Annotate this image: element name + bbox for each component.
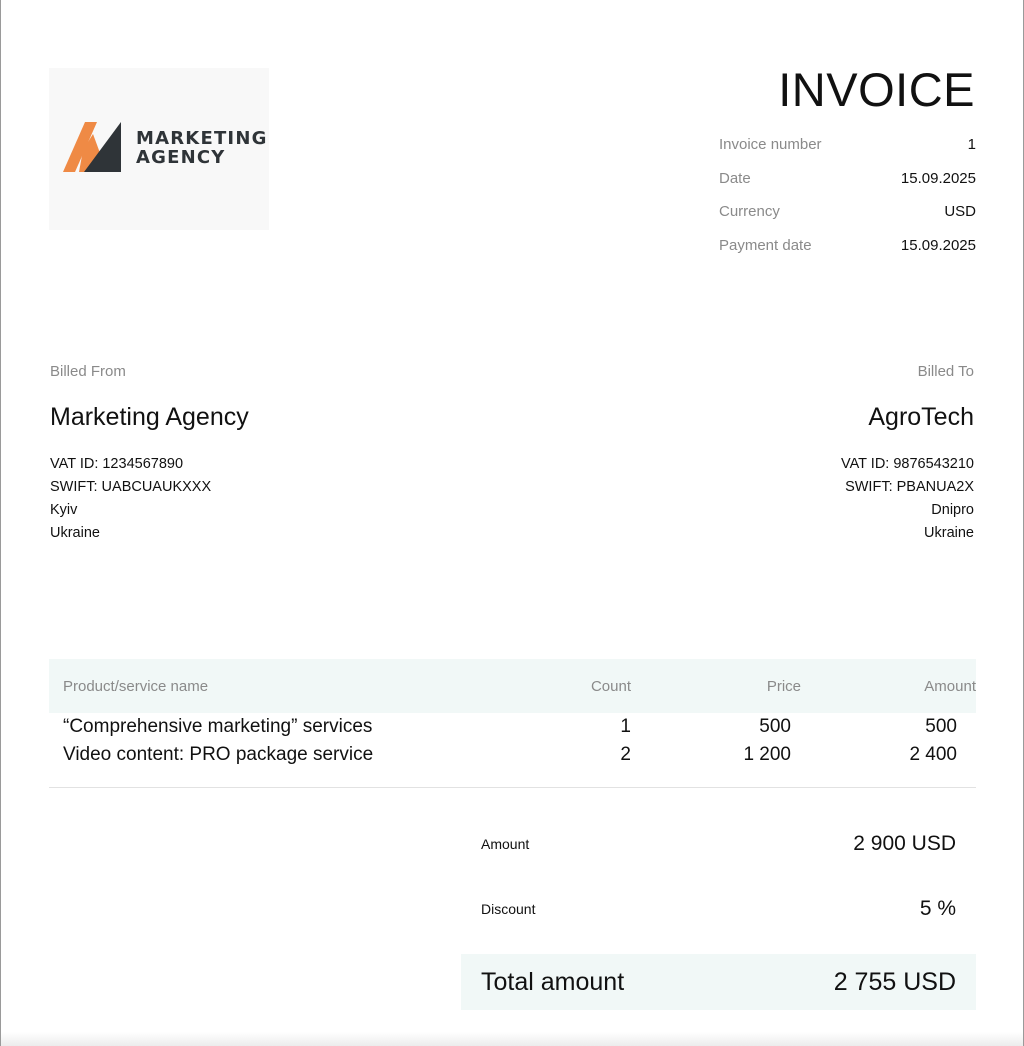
- logo-wordmark: [136, 129, 268, 167]
- billed-from-section: [50, 362, 350, 545]
- billed-from-label: Billed From: [50, 363, 126, 380]
- meta-label: Invoice number: [719, 136, 822, 154]
- items-table: [49, 659, 976, 769]
- meta-value: 1: [967, 136, 976, 154]
- meta-label: Date: [719, 169, 751, 187]
- billed-to-label: Billed To: [917, 363, 974, 380]
- billed-to-country: Ukraine: [924, 525, 974, 541]
- meta-value: 15.09.2025: [900, 237, 976, 255]
- logo-line-2: AGENCY: [136, 147, 226, 168]
- invoice-meta: [719, 128, 976, 262]
- amount-row: [461, 820, 976, 868]
- total-amount-row: [461, 954, 976, 1010]
- meta-value: USD: [944, 203, 976, 221]
- item-amount: 500: [925, 716, 957, 737]
- page-bottom-shadow: [1, 1032, 1023, 1046]
- billed-from-name: Marketing Agency: [50, 403, 249, 431]
- header-amount: Amount: [924, 677, 976, 695]
- total-amount-label: Total amount: [481, 967, 625, 996]
- billed-to-section: [674, 362, 974, 545]
- billed-from-swift: SWIFT: UABCUAUKXXX: [50, 479, 212, 495]
- amount-value: 2 900 USD: [853, 832, 956, 855]
- meta-row-payment-date: [719, 229, 976, 263]
- meta-label: Currency: [719, 203, 780, 221]
- header-name: Product/service name: [63, 677, 209, 695]
- item-name: “Comprehensive marketing” services: [63, 716, 373, 737]
- item-amount: 2 400: [909, 744, 957, 765]
- billed-from-details: [50, 453, 350, 545]
- meta-label: Payment date: [719, 237, 812, 255]
- table-row: [49, 713, 976, 741]
- billed-from-vat: VAT ID: 1234567890: [50, 456, 184, 472]
- meta-value: 15.09.2025: [900, 169, 976, 187]
- items-divider: [49, 787, 976, 788]
- logo-mark-icon: [63, 122, 123, 174]
- billed-to-vat: VAT ID: 9876543210: [840, 456, 974, 472]
- billed-to-swift: SWIFT: PBANUA2X: [845, 479, 974, 495]
- billed-to-details: [674, 453, 974, 545]
- item-price: 500: [759, 716, 791, 737]
- invoice-title: INVOICE: [778, 63, 975, 116]
- logo-line-1: MARKETING: [136, 128, 268, 149]
- totals-section: [461, 820, 976, 1010]
- discount-value: 5 %: [919, 897, 956, 920]
- header-price: Price: [766, 677, 801, 695]
- meta-row-date: [719, 162, 976, 196]
- company-logo: [49, 68, 269, 230]
- total-amount-value: 2 755 USD: [833, 967, 956, 996]
- discount-row: [461, 885, 976, 933]
- meta-row-currency: [719, 195, 976, 229]
- items-table-body: [49, 713, 976, 769]
- discount-label: Discount: [481, 901, 536, 917]
- item-name: Video content: PRO package service: [63, 744, 374, 765]
- billed-to-city: Dnipro: [931, 502, 974, 518]
- billed-from-country: Ukraine: [50, 525, 100, 541]
- header-count: Count: [590, 677, 631, 695]
- item-price: 1 200: [743, 744, 791, 765]
- table-row: [49, 741, 976, 769]
- billed-to-name: AgroTech: [868, 403, 974, 431]
- item-count: 1: [620, 716, 631, 737]
- meta-row-invoice-number: [719, 128, 976, 162]
- billed-from-city: Kyiv: [50, 502, 78, 518]
- item-count: 2: [620, 744, 631, 765]
- items-table-header: [49, 659, 976, 713]
- amount-label: Amount: [481, 836, 530, 852]
